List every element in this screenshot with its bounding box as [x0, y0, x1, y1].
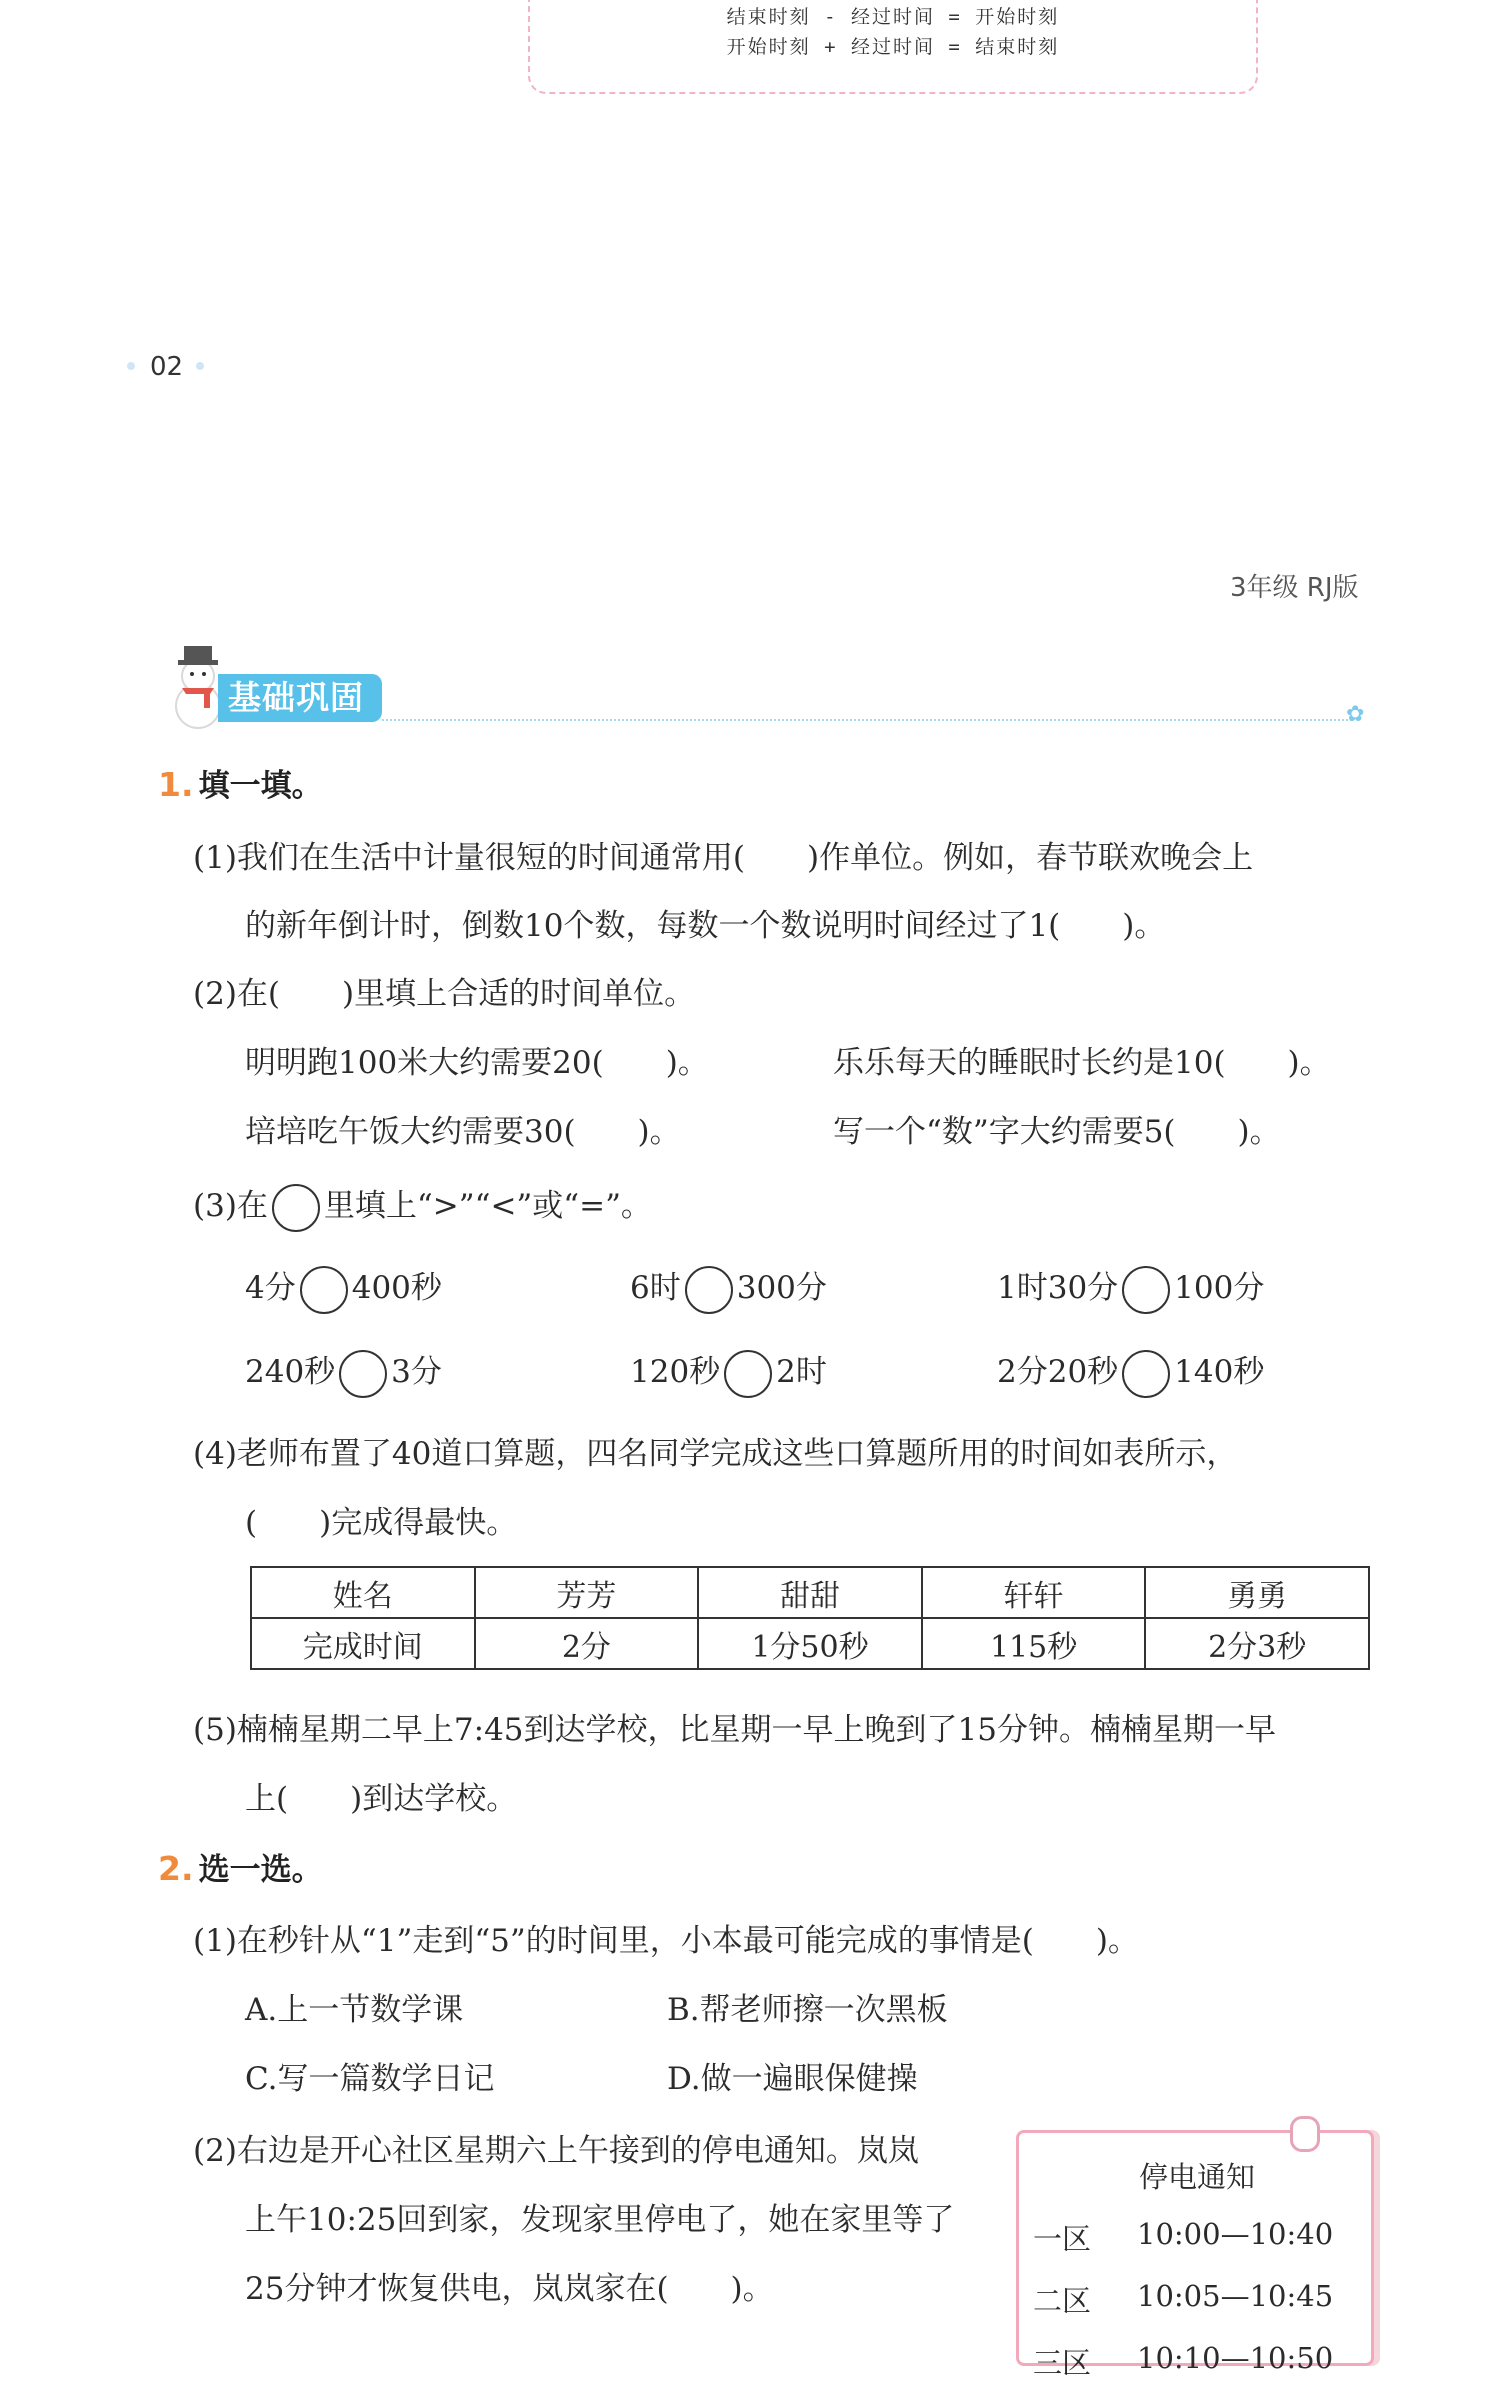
section-divider	[382, 719, 1352, 721]
table-cell: 2分	[475, 1618, 699, 1669]
q2-option-b: B.帮老师擦一次黑板	[667, 1992, 948, 2028]
q1-title: 填一填。	[198, 768, 323, 804]
q1-p2-intro: (2)在( )里填上合适的时间单位。	[193, 976, 696, 1012]
compare-circle[interactable]	[1122, 1266, 1170, 1314]
q1-p1-line2: 的新年倒计时，倒数10个数，每数一个数说明时间经过了1( )。	[245, 908, 1166, 944]
notice-zone: 一区	[1033, 2222, 1092, 2256]
q1-p5-line1: (5)楠楠星期二早上7:45到达学校，比星期一早上晚到了15分钟。楠楠星期一早	[193, 1712, 1276, 1748]
power-outage-notice	[1016, 2130, 1374, 2380]
section-title: 基础巩固	[228, 678, 364, 717]
page-dot-right	[196, 362, 204, 370]
q2-option-c: C.写一篇数学日记	[245, 2061, 495, 2097]
table-cell: 2分3秒	[1145, 1618, 1369, 1669]
table-cell: 甜甜	[698, 1567, 922, 1618]
page-number: 02	[150, 352, 184, 382]
compare-left: 2分20秒	[997, 1354, 1119, 1390]
time-table	[250, 1566, 1370, 1670]
q2-option-d: D.做一遍眼保健操	[667, 2061, 918, 2097]
table-cell: 1分50秒	[698, 1618, 922, 1669]
q1-p4-line1: (4)老师布置了40道口算题，四名同学完成这些口算题所用的时间如表所示，	[193, 1436, 1238, 1472]
table-cell: 芳芳	[475, 1567, 699, 1618]
q2-option-a: A.上一节数学课	[245, 1992, 464, 2028]
compare-right: 400秒	[351, 1270, 442, 1306]
compare-left: 240秒	[245, 1354, 336, 1390]
notice-zone: 二区	[1033, 2284, 1092, 2318]
formula-line-1: 结束时刻 - 经过时间 = 开始时刻	[726, 6, 1060, 28]
compare-right: 3分	[391, 1354, 442, 1390]
q2-p2-line3: 25分钟才恢复供电，岚岚家在( )。	[245, 2271, 774, 2307]
table-cell: 完成时间	[251, 1618, 475, 1669]
table-row	[251, 1618, 1369, 1669]
compare-circle[interactable]	[685, 1266, 733, 1314]
q1-p2-c: 培培吃午饭大约需要30( )。	[245, 1114, 681, 1150]
compare-item	[245, 1346, 442, 1398]
q1-p3-intro	[193, 1180, 652, 1232]
compare-item	[245, 1262, 442, 1314]
paper-clip-icon	[1290, 2116, 1320, 2152]
compare-left: 6时	[630, 1270, 681, 1306]
table-cell: 轩轩	[922, 1567, 1146, 1618]
compare-right: 140秒	[1174, 1354, 1265, 1390]
table-cell: 姓名	[251, 1567, 475, 1618]
q1-p2-d: 写一个“数”字大约需要5( )。	[833, 1114, 1281, 1150]
compare-item	[630, 1346, 827, 1398]
notice-title: 停电通知	[1139, 2160, 1256, 2194]
q1-p1-line1: (1)我们在生活中计量很短的时间通常用( )作单位。例如，春节联欢晚会上	[193, 840, 1254, 876]
compare-item	[630, 1262, 827, 1314]
compare-item	[997, 1262, 1264, 1314]
compare-circle-sample	[272, 1184, 320, 1232]
compare-circle[interactable]	[724, 1350, 772, 1398]
q2-p2-line1: (2)右边是开心社区星期六上午接到的停电通知。岚岚	[193, 2133, 919, 2169]
q2-title: 选一选。	[198, 1852, 323, 1888]
q1-p2-a: 明明跑100米大约需要20( )。	[245, 1045, 709, 1081]
compare-item	[997, 1346, 1264, 1398]
compare-circle[interactable]	[1122, 1350, 1170, 1398]
notice-zone: 三区	[1033, 2346, 1092, 2380]
table-row	[251, 1567, 1369, 1618]
q1-heading	[158, 760, 323, 805]
q1-p2-b: 乐乐每天的睡眠时长约是10( )。	[833, 1045, 1331, 1081]
q1-p5-line2: 上( )到达学校。	[245, 1781, 518, 1817]
notice-time: 10:10—10:50	[1137, 2341, 1334, 2375]
compare-right: 300分	[736, 1270, 827, 1306]
q2-heading	[158, 1844, 323, 1889]
table-cell: 勇勇	[1145, 1567, 1369, 1618]
notice-time: 10:00—10:40	[1137, 2217, 1334, 2251]
q2-p1: (1)在秒针从“1”走到“5”的时间里，小本最可能完成的事情是( )。	[193, 1923, 1139, 1959]
q2-p2-line2: 上午10:25回到家，发现家里停电了，她在家里等了	[245, 2202, 955, 2238]
q1-p3-intro-a: (3)在	[193, 1188, 268, 1224]
compare-left: 120秒	[630, 1354, 721, 1390]
snowflake-icon: ✿	[1346, 702, 1365, 727]
q1-number: 1.	[158, 765, 194, 804]
compare-circle[interactable]	[339, 1350, 387, 1398]
grade-label: 3年级 RJ版	[1230, 573, 1359, 603]
compare-right: 2时	[776, 1354, 827, 1390]
compare-left: 4分	[245, 1270, 296, 1306]
compare-circle[interactable]	[300, 1266, 348, 1314]
compare-right: 100分	[1174, 1270, 1265, 1306]
notice-time: 10:05—10:45	[1137, 2279, 1334, 2313]
compare-left: 1时30分	[997, 1270, 1119, 1306]
formula-line-2: 开始时刻 + 经过时间 = 结束时刻	[726, 36, 1060, 58]
q1-p4-line2: ( )完成得最快。	[245, 1505, 518, 1541]
formula-box	[528, 0, 1258, 94]
table-cell: 115秒	[922, 1618, 1146, 1669]
q1-p3-intro-b: 里填上“>”“<”或“=”。	[323, 1188, 652, 1224]
page-dot-left	[127, 362, 135, 370]
q2-number: 2.	[158, 1849, 194, 1888]
